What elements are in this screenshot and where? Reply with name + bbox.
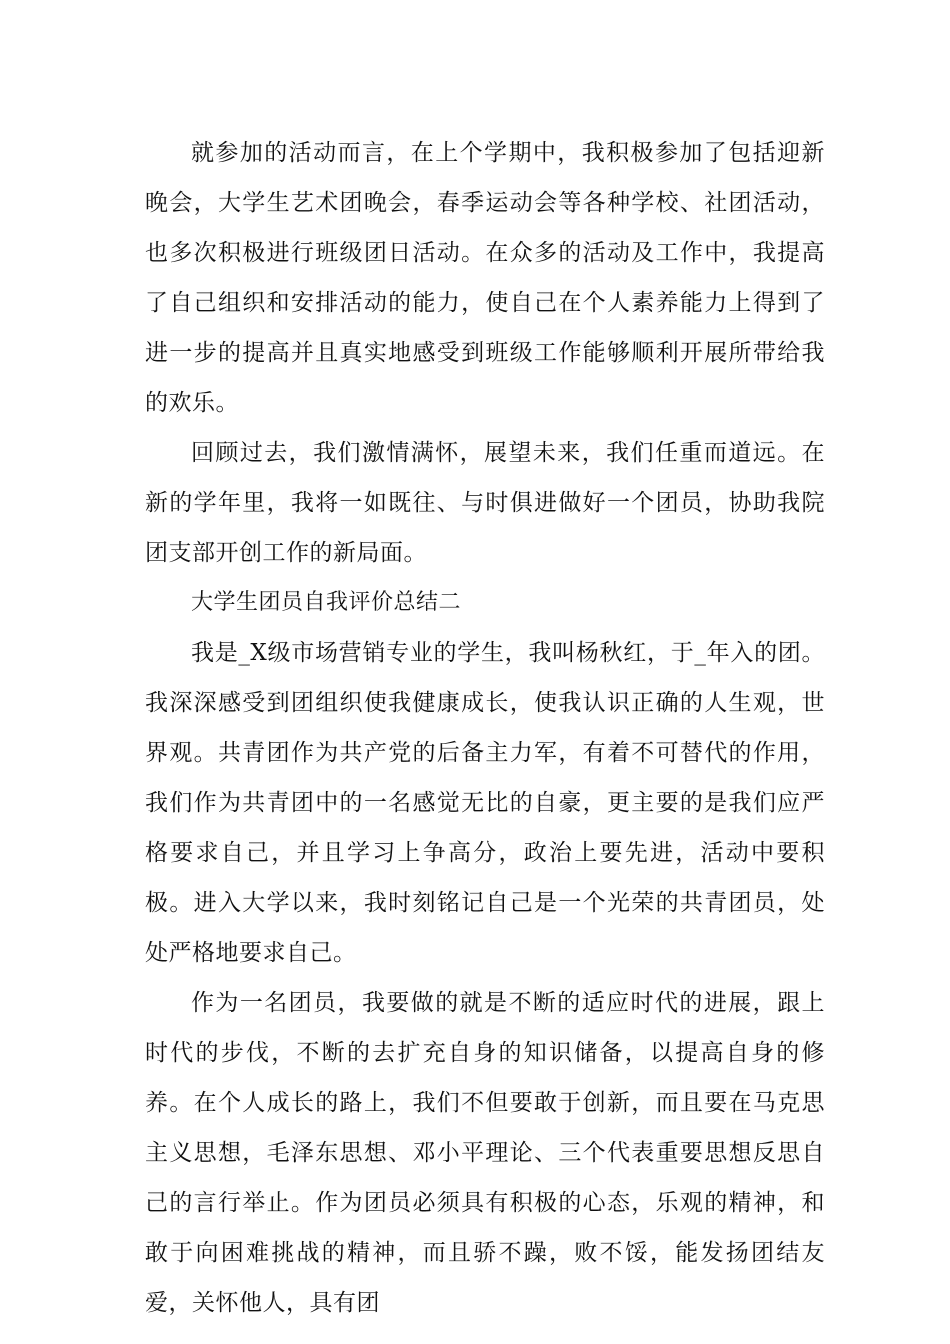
- paragraph-review: 回顾过去，我们激情满怀，展望未来，我们任重而道远。在新的学年里，我将一如既往、与时俱进做好一个团员，协助我院团支部开创工作的新局面。: [145, 440, 825, 566]
- document-body: [145, 128, 825, 1328]
- paragraph-member-duty: 作为一名团员，我要做的就是不断的适应时代的进展，跟上时代的步伐，不断的去扩充自身的知识储备，以提高自身的修养。在个人成长的路上，我们不但要敢于创新，而且要在马克思主义思想，毛泽东思想、邓小平理论、三个代表重要思想反思自己的言行举止。作为团员必须具有积极的心态，乐观的精神，和敢于向困难挑战的精神，而且骄不躁，败不馁，能发扬团结友爱，关怀他人，具有团: [145, 990, 825, 1316]
- paragraph-introduction: 我是_X级市场营销专业的学生，我叫杨秋红，于_年入的团。我深深感受到团组织使我健康成长，使我认识正确的人生观，世界观。共青团作为共产党的后备主力军，有着不可替代的作用，我们作为共青团中的一名感觉无比的自豪，更主要的是我们应严格要求自己，并且学习上争高分，政治上要先进，活动中要积极。进入大学以来，我时刻铭记自己是一个光荣的共青团员，处处严格地要求自己。: [145, 640, 825, 966]
- section-title: 大学生团员自我评价总结二: [191, 590, 462, 615]
- paragraph-activities: 就参加的活动而言，在上个学期中，我积极参加了包括迎新晚会，大学生艺术团晚会，春季运动会等各种学校、社团活动，也多次积极进行班级团日活动。在众多的活动及工作中，我提高了自己组织和安排活动的能力，使自己在个人素养能力上得到了进一步的提高并且真实地感受到班级工作能够顺利开展所带给我的欢乐。: [145, 140, 825, 416]
